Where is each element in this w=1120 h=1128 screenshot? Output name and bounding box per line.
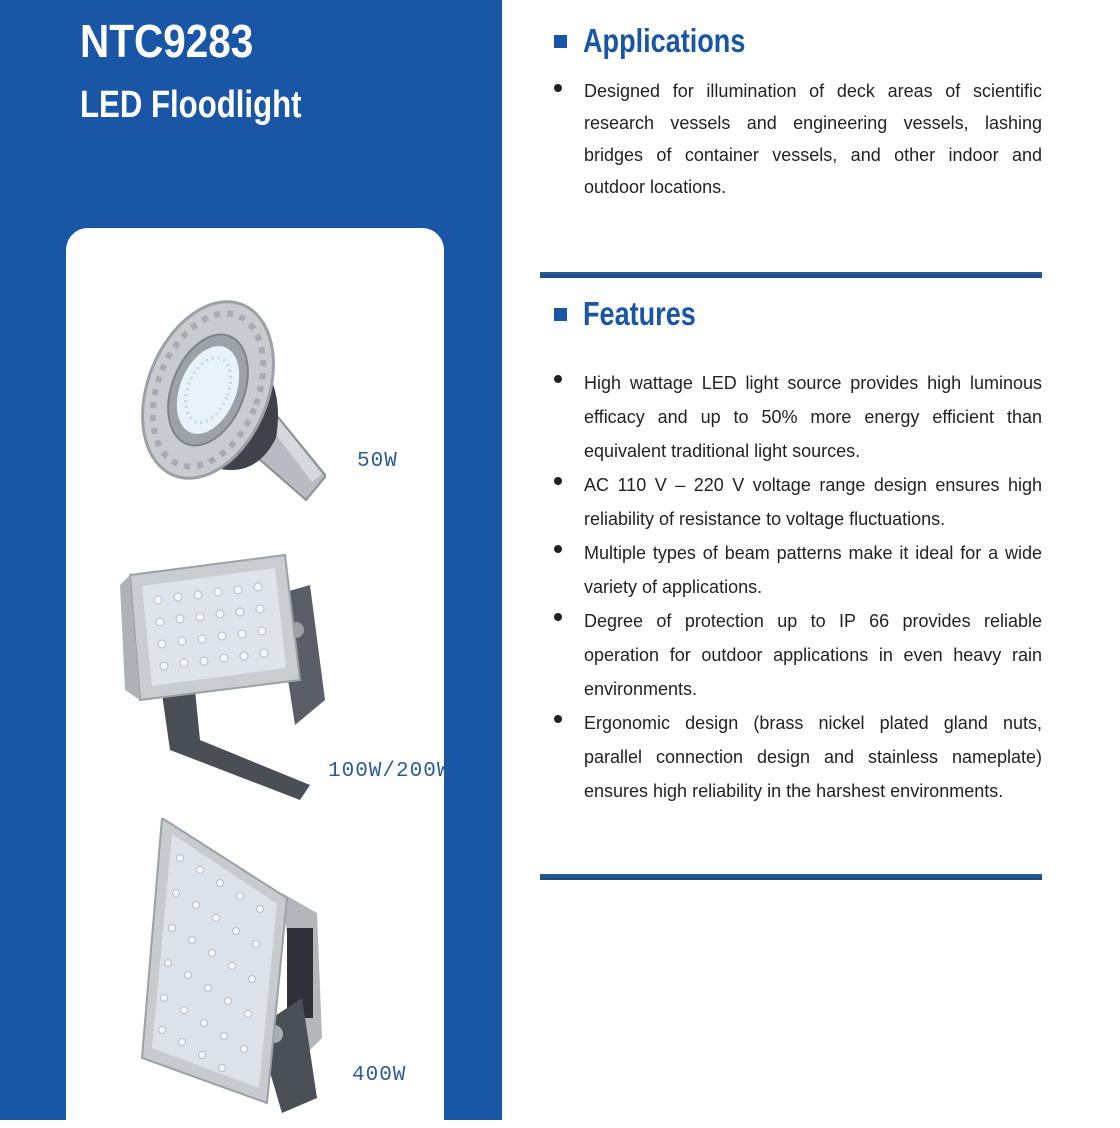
features-heading xyxy=(554,295,721,333)
bullet-icon xyxy=(554,375,562,383)
square-bullet-icon xyxy=(554,35,567,48)
applications-list xyxy=(552,75,1042,203)
right-panel xyxy=(502,0,1120,1120)
list-item xyxy=(552,604,1042,706)
section-divider xyxy=(540,874,1042,880)
feature-text: Degree of protection up to IP 66 provides reliable operation for outdoor applications in even heavy rain environments. xyxy=(584,611,1042,699)
applications-heading xyxy=(554,22,781,60)
left-panel xyxy=(0,0,502,1120)
floodlight-50w-image xyxy=(136,278,326,503)
feature-text: High wattage LED light source provides high luminous efficacy and up to 50% more energy efficient than equivalent traditional light sources. xyxy=(584,373,1042,461)
wattage-label-100w-200w: 100W/200W xyxy=(328,760,451,783)
feature-text: Ergonomic design (brass nickel plated gland nuts, parallel connection design and stainless nameplate) ensures high reliability in the harshest environments. xyxy=(584,713,1042,801)
list-item xyxy=(552,536,1042,604)
bullet-icon xyxy=(554,84,562,92)
bullet-icon xyxy=(554,715,562,723)
square-bullet-icon xyxy=(554,308,567,321)
features-list xyxy=(552,366,1042,808)
list-item xyxy=(552,706,1042,808)
list-item xyxy=(552,366,1042,468)
bullet-icon xyxy=(554,613,562,621)
product-card xyxy=(66,228,451,1128)
feature-text: Multiple types of beam patterns make it ideal for a wide variety of applications. xyxy=(584,543,1042,597)
bullet-icon xyxy=(554,545,562,553)
bullet-icon xyxy=(554,477,562,485)
wattage-label-400w: 400W xyxy=(352,1064,407,1087)
wattage-label-50w: 50W xyxy=(357,450,398,473)
list-item xyxy=(552,75,1042,203)
floodlight-400w-image xyxy=(122,818,322,1118)
list-item xyxy=(552,468,1042,536)
features-heading-text: Features xyxy=(583,295,696,332)
section-divider xyxy=(540,272,1042,278)
feature-text: AC 110 V – 220 V voltage range design ensures high reliability of resistance to voltage fluctuations. xyxy=(584,475,1042,529)
floodlight-100w-200w-image xyxy=(110,550,330,800)
product-subtitle: LED Floodlight xyxy=(80,84,302,126)
model-title: NTC9283 xyxy=(80,15,254,67)
application-text: Designed for illumination of deck areas of scientific research vessels and engineering vessels, lashing bridges of container vessels, and other indoor and outdoor locations. xyxy=(584,81,1042,197)
applications-heading-text: Applications xyxy=(583,22,746,59)
